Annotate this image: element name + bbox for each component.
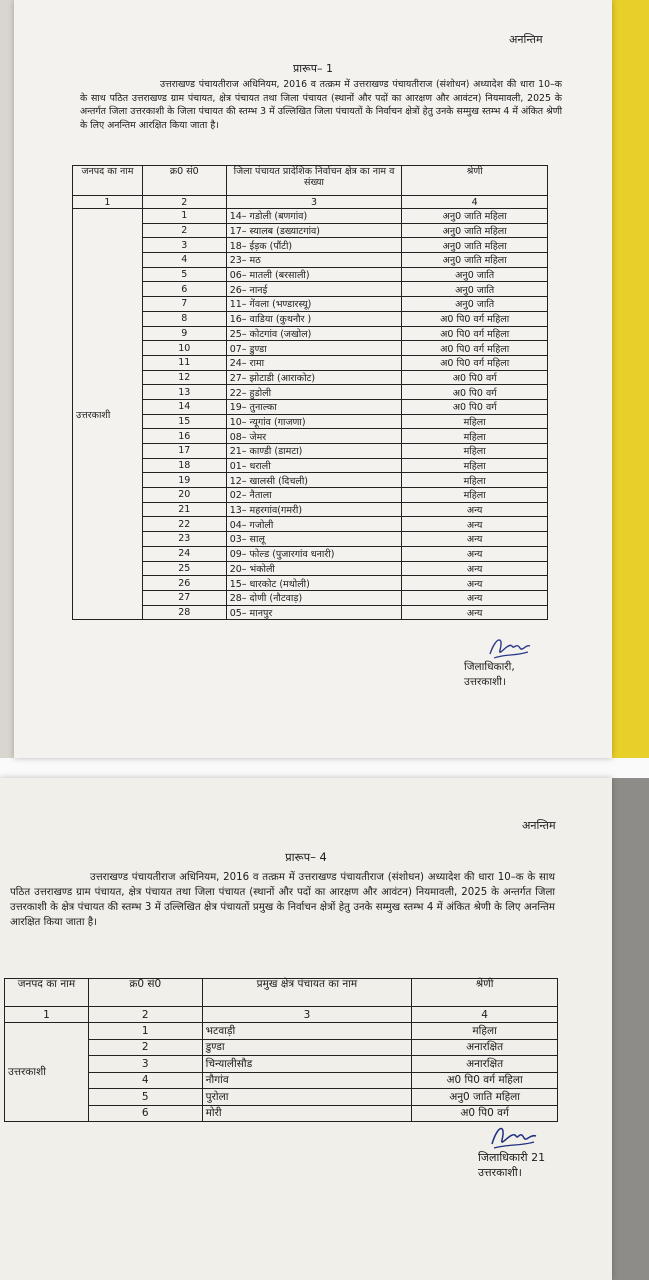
signature-block xyxy=(464,660,515,690)
reservation-category: अ0 पि0 वर्ग महिला xyxy=(402,311,548,326)
reservation-category: अ0 पि0 वर्ग महिला xyxy=(412,1072,558,1089)
reservation-category: अन्य xyxy=(402,502,548,517)
table-row xyxy=(5,1023,558,1040)
table-row xyxy=(73,458,548,473)
table-row xyxy=(73,473,548,488)
district-name: उत्तरकाशी xyxy=(73,209,143,620)
reservation-category: अनु0 जाति xyxy=(402,282,548,297)
serial-number: 22 xyxy=(142,517,226,532)
signatory-title: जिलाधिकारी xyxy=(478,1151,528,1164)
constituency-name: 08– जेमर xyxy=(226,429,402,444)
serial-number: 27 xyxy=(142,590,226,605)
table-row xyxy=(5,1089,558,1106)
header-serial: क्र0 सं0 xyxy=(88,979,202,1007)
table-row xyxy=(73,444,548,459)
reservation-category: अन्य xyxy=(402,561,548,576)
signature-scribble xyxy=(486,632,532,662)
constituency-name: चिन्यालीसौड xyxy=(202,1056,412,1073)
serial-number: 8 xyxy=(142,311,226,326)
header-category: श्रेणी xyxy=(412,979,558,1007)
serial-number: 15 xyxy=(142,414,226,429)
table-row xyxy=(73,223,548,238)
header-serial: क्र0 सं0 xyxy=(142,166,226,196)
reservation-category: अ0 पि0 वर्ग महिला xyxy=(402,326,548,341)
serial-number: 26 xyxy=(142,576,226,591)
constituency-name: 17– स्यालब (डख्याटगांव) xyxy=(226,223,402,238)
serial-number: 9 xyxy=(142,326,226,341)
reservation-category: अन्य xyxy=(402,576,548,591)
reservation-category: अ0 पि0 वर्ग महिला xyxy=(402,355,548,370)
reservation-category: अ0 पि0 वर्ग xyxy=(402,385,548,400)
serial-number: 1 xyxy=(142,209,226,224)
reservation-table xyxy=(4,978,558,1122)
table-row xyxy=(73,209,548,224)
reservation-category: अन्य xyxy=(402,605,548,620)
table-row xyxy=(73,385,548,400)
serial-number: 6 xyxy=(142,282,226,297)
serial-number: 20 xyxy=(142,488,226,503)
serial-number: 14 xyxy=(142,399,226,414)
signature-scribble xyxy=(488,1120,538,1152)
serial-number: 21 xyxy=(142,502,226,517)
serial-number: 6 xyxy=(88,1105,202,1122)
header-constituency: जिला पंचायत प्रादेशिक निर्वाचन क्षेत्र का नाम व संख्या xyxy=(226,166,402,196)
reservation-category: अनु0 जाति महिला xyxy=(412,1089,558,1106)
reservation-table xyxy=(72,165,548,620)
document-page-form1 xyxy=(14,0,612,758)
serial-number: 18 xyxy=(142,458,226,473)
reservation-category: अ0 पि0 वर्ग xyxy=(402,399,548,414)
constituency-name: भटवाड़ी xyxy=(202,1023,412,1040)
table-row xyxy=(73,238,548,253)
constituency-name: 22– हुडोली xyxy=(226,385,402,400)
constituency-name: 14– गडोली (बणगांव) xyxy=(226,209,402,224)
constituency-name: 25– कोटगांव (जखोल) xyxy=(226,326,402,341)
constituency-name: 02– नैताला xyxy=(226,488,402,503)
table-row xyxy=(73,267,548,282)
constituency-name: 24– रामा xyxy=(226,355,402,370)
constituency-name: 21– काण्डी (डामटा) xyxy=(226,444,402,459)
serial-number: 17 xyxy=(142,444,226,459)
reservation-category: महिला xyxy=(412,1023,558,1040)
constituency-name: 05– मानपुर xyxy=(226,605,402,620)
constituency-name: 01– धराली xyxy=(226,458,402,473)
constituency-name: 09– फोल्ड (पुजारगांव धनारी) xyxy=(226,546,402,561)
constituency-name: 06– मातली (बरसाली) xyxy=(226,267,402,282)
header-district: जनपद का नाम xyxy=(5,979,89,1007)
header-panchayat: प्रमुख क्षेत्र पंचायत का नाम xyxy=(202,979,412,1007)
reservation-category: अनु0 जाति xyxy=(402,267,548,282)
reservation-category: अन्य xyxy=(402,590,548,605)
constituency-name: 04– गजोली xyxy=(226,517,402,532)
constituency-name: 10– न्यूगांव (गाजणा) xyxy=(226,414,402,429)
constituency-name: डुण्डा xyxy=(202,1039,412,1056)
status-label: अनन्तिम xyxy=(522,819,556,832)
table-row xyxy=(73,355,548,370)
table-row xyxy=(73,341,548,356)
sign-date: 21 xyxy=(531,1151,546,1164)
signatory-place: उत्तरकाशी। xyxy=(464,676,506,688)
constituency-name: 23– मठ xyxy=(226,253,402,268)
constituency-name: 11– गेंवला (भण्डारस्यू) xyxy=(226,297,402,312)
table-row xyxy=(73,414,548,429)
constituency-name: 12– खालसी (दिचली) xyxy=(226,473,402,488)
page-gap xyxy=(0,758,649,778)
serial-number: 24 xyxy=(142,546,226,561)
intro-paragraph: उत्तराखण्ड पंचायतीराज अधिनियम, 2016 व तत्क्रम में उत्तराखण्ड पंचायतीराज (संशोधन) अध्यादेश की धारा 10–क के साथ पठित उत्तराखण्ड ग्राम पंचायत, क्षेत्र पंचायत तथा जिला पंचायत (स्थानों और पदों का आरक्षण और आवंटन) नियमावली, 2025 के अन्तर्गत जिला उत्तरकाशी के क्षेत्र पंचायत की स्तम्भ 3 में उल्लिखित क्षेत्र पंचायतों प्रमुख के निर्वाचन क्षेत्रों हेतु उनके सम्मुख स्तम्भ 4 में अंकित श्रेणी के लिए अनन्तिम आरक्षित किया जाता है। xyxy=(10,872,555,928)
serial-number: 4 xyxy=(88,1072,202,1089)
constituency-name: 16– वाडिया (कुथनौर ) xyxy=(226,311,402,326)
form-heading: प्रारूप– 4 xyxy=(285,850,327,864)
background-edge xyxy=(612,778,649,1280)
reservation-category: अनु0 जाति महिला xyxy=(402,238,548,253)
reservation-category: अ0 पि0 वर्ग xyxy=(412,1105,558,1122)
status-label: अनन्तिम xyxy=(509,33,543,46)
serial-number: 5 xyxy=(88,1089,202,1106)
constituency-name: 15– धारकोट (मथोली) xyxy=(226,576,402,591)
constituency-name: नौगांव xyxy=(202,1072,412,1089)
reservation-category: अ0 पि0 वर्ग xyxy=(402,370,548,385)
reservation-category: महिला xyxy=(402,429,548,444)
column-number: 1 xyxy=(73,196,143,209)
table-row xyxy=(73,590,548,605)
serial-number: 10 xyxy=(142,341,226,356)
reservation-category: महिला xyxy=(402,488,548,503)
column-number: 2 xyxy=(88,1007,202,1023)
reservation-category: अ0 पि0 वर्ग महिला xyxy=(402,341,548,356)
table-row xyxy=(5,1039,558,1056)
table-row xyxy=(73,488,548,503)
table-row xyxy=(73,429,548,444)
serial-number: 28 xyxy=(142,605,226,620)
column-number: 1 xyxy=(5,1007,89,1023)
table-row xyxy=(5,1056,558,1073)
serial-number: 7 xyxy=(142,297,226,312)
table-row xyxy=(73,561,548,576)
constituency-name: 13– महरगांव(गमरी) xyxy=(226,502,402,517)
table-row xyxy=(73,297,548,312)
form-heading: प्रारूप– 1 xyxy=(293,62,333,75)
constituency-name: 20– भंकोली xyxy=(226,561,402,576)
column-number: 4 xyxy=(412,1007,558,1023)
serial-number: 2 xyxy=(88,1039,202,1056)
reservation-category: अनारक्षित xyxy=(412,1039,558,1056)
district-name: उत्तरकाशी xyxy=(5,1023,89,1122)
table-row xyxy=(73,399,548,414)
signatory-title: जिलाधिकारी, xyxy=(464,661,515,673)
table-row xyxy=(73,532,548,547)
column-number: 2 xyxy=(142,196,226,209)
document-page-form4 xyxy=(0,778,612,1280)
table-row xyxy=(73,517,548,532)
serial-number: 3 xyxy=(142,238,226,253)
header-category: श्रेणी xyxy=(402,166,548,196)
serial-number: 19 xyxy=(142,473,226,488)
constituency-name: 26– नानई xyxy=(226,282,402,297)
table-row xyxy=(73,253,548,268)
table-row xyxy=(73,576,548,591)
reservation-category: अनु0 जाति महिला xyxy=(402,253,548,268)
reservation-category: महिला xyxy=(402,444,548,459)
column-number: 3 xyxy=(226,196,402,209)
column-number: 4 xyxy=(402,196,548,209)
reservation-category: अनु0 जाति महिला xyxy=(402,209,548,224)
intro-paragraph: उत्तराखण्ड पंचायतीराज अधिनियम, 2016 व तत्क्रम में उत्तराखण्ड पंचायतीराज (संशोधन) अध्यादेश की धारा 10–क के साथ पठित उत्तराखण्ड ग्राम पंचायत, क्षेत्र पंचायत तथा जिला पंचायत (स्थानों और पदों का आरक्षण और आवंटन) नियमावली, 2025 के अन्तर्गत जिला उत्तरकाशी के जिला पंचायत की स्तम्भ 3 में उल्लिखित जिला पंचायतों के निर्वाचन क्षेत्रों हेतु उनके सम्मुख स्तम्भ 4 में अंकित श्रेणी के लिए अनन्तिम आरक्षित किया जाता है। xyxy=(80,79,562,131)
table-row xyxy=(73,546,548,561)
reservation-category: महिला xyxy=(402,473,548,488)
serial-number: 3 xyxy=(88,1056,202,1073)
serial-number: 4 xyxy=(142,253,226,268)
table-row xyxy=(73,326,548,341)
reservation-category: महिला xyxy=(402,414,548,429)
signature-block xyxy=(478,1150,545,1180)
header-district: जनपद का नाम xyxy=(73,166,143,196)
serial-number: 12 xyxy=(142,370,226,385)
reservation-category: अनु0 जाति महिला xyxy=(402,223,548,238)
serial-number: 2 xyxy=(142,223,226,238)
serial-number: 23 xyxy=(142,532,226,547)
constituency-name: 27– झोटाडी (आराकोट) xyxy=(226,370,402,385)
reservation-category: अनारक्षित xyxy=(412,1056,558,1073)
constituency-name: मोरी xyxy=(202,1105,412,1122)
reservation-category: अन्य xyxy=(402,532,548,547)
serial-number: 25 xyxy=(142,561,226,576)
constituency-name: 18– ईड़क (पौंटी) xyxy=(226,238,402,253)
table-row xyxy=(5,1105,558,1122)
constituency-name: 03– सालू xyxy=(226,532,402,547)
table-row xyxy=(5,1072,558,1089)
table-row xyxy=(73,311,548,326)
serial-number: 11 xyxy=(142,355,226,370)
serial-number: 5 xyxy=(142,267,226,282)
serial-number: 1 xyxy=(88,1023,202,1040)
constituency-name: 19– तुनाल्का xyxy=(226,399,402,414)
serial-number: 16 xyxy=(142,429,226,444)
reservation-category: महिला xyxy=(402,458,548,473)
constituency-name: 28– दोणी (नौटवाड़) xyxy=(226,590,402,605)
table-row xyxy=(73,282,548,297)
background-edge xyxy=(612,0,649,758)
constituency-name: 07– डुण्डा xyxy=(226,341,402,356)
serial-number: 13 xyxy=(142,385,226,400)
constituency-name: पुरोला xyxy=(202,1089,412,1106)
table-row xyxy=(73,370,548,385)
reservation-category: अनु0 जाति xyxy=(402,297,548,312)
reservation-category: अन्य xyxy=(402,517,548,532)
signatory-place: उत्तरकाशी। xyxy=(478,1166,522,1179)
table-row xyxy=(73,605,548,620)
table-row xyxy=(73,502,548,517)
column-number: 3 xyxy=(202,1007,412,1023)
reservation-category: अन्य xyxy=(402,546,548,561)
